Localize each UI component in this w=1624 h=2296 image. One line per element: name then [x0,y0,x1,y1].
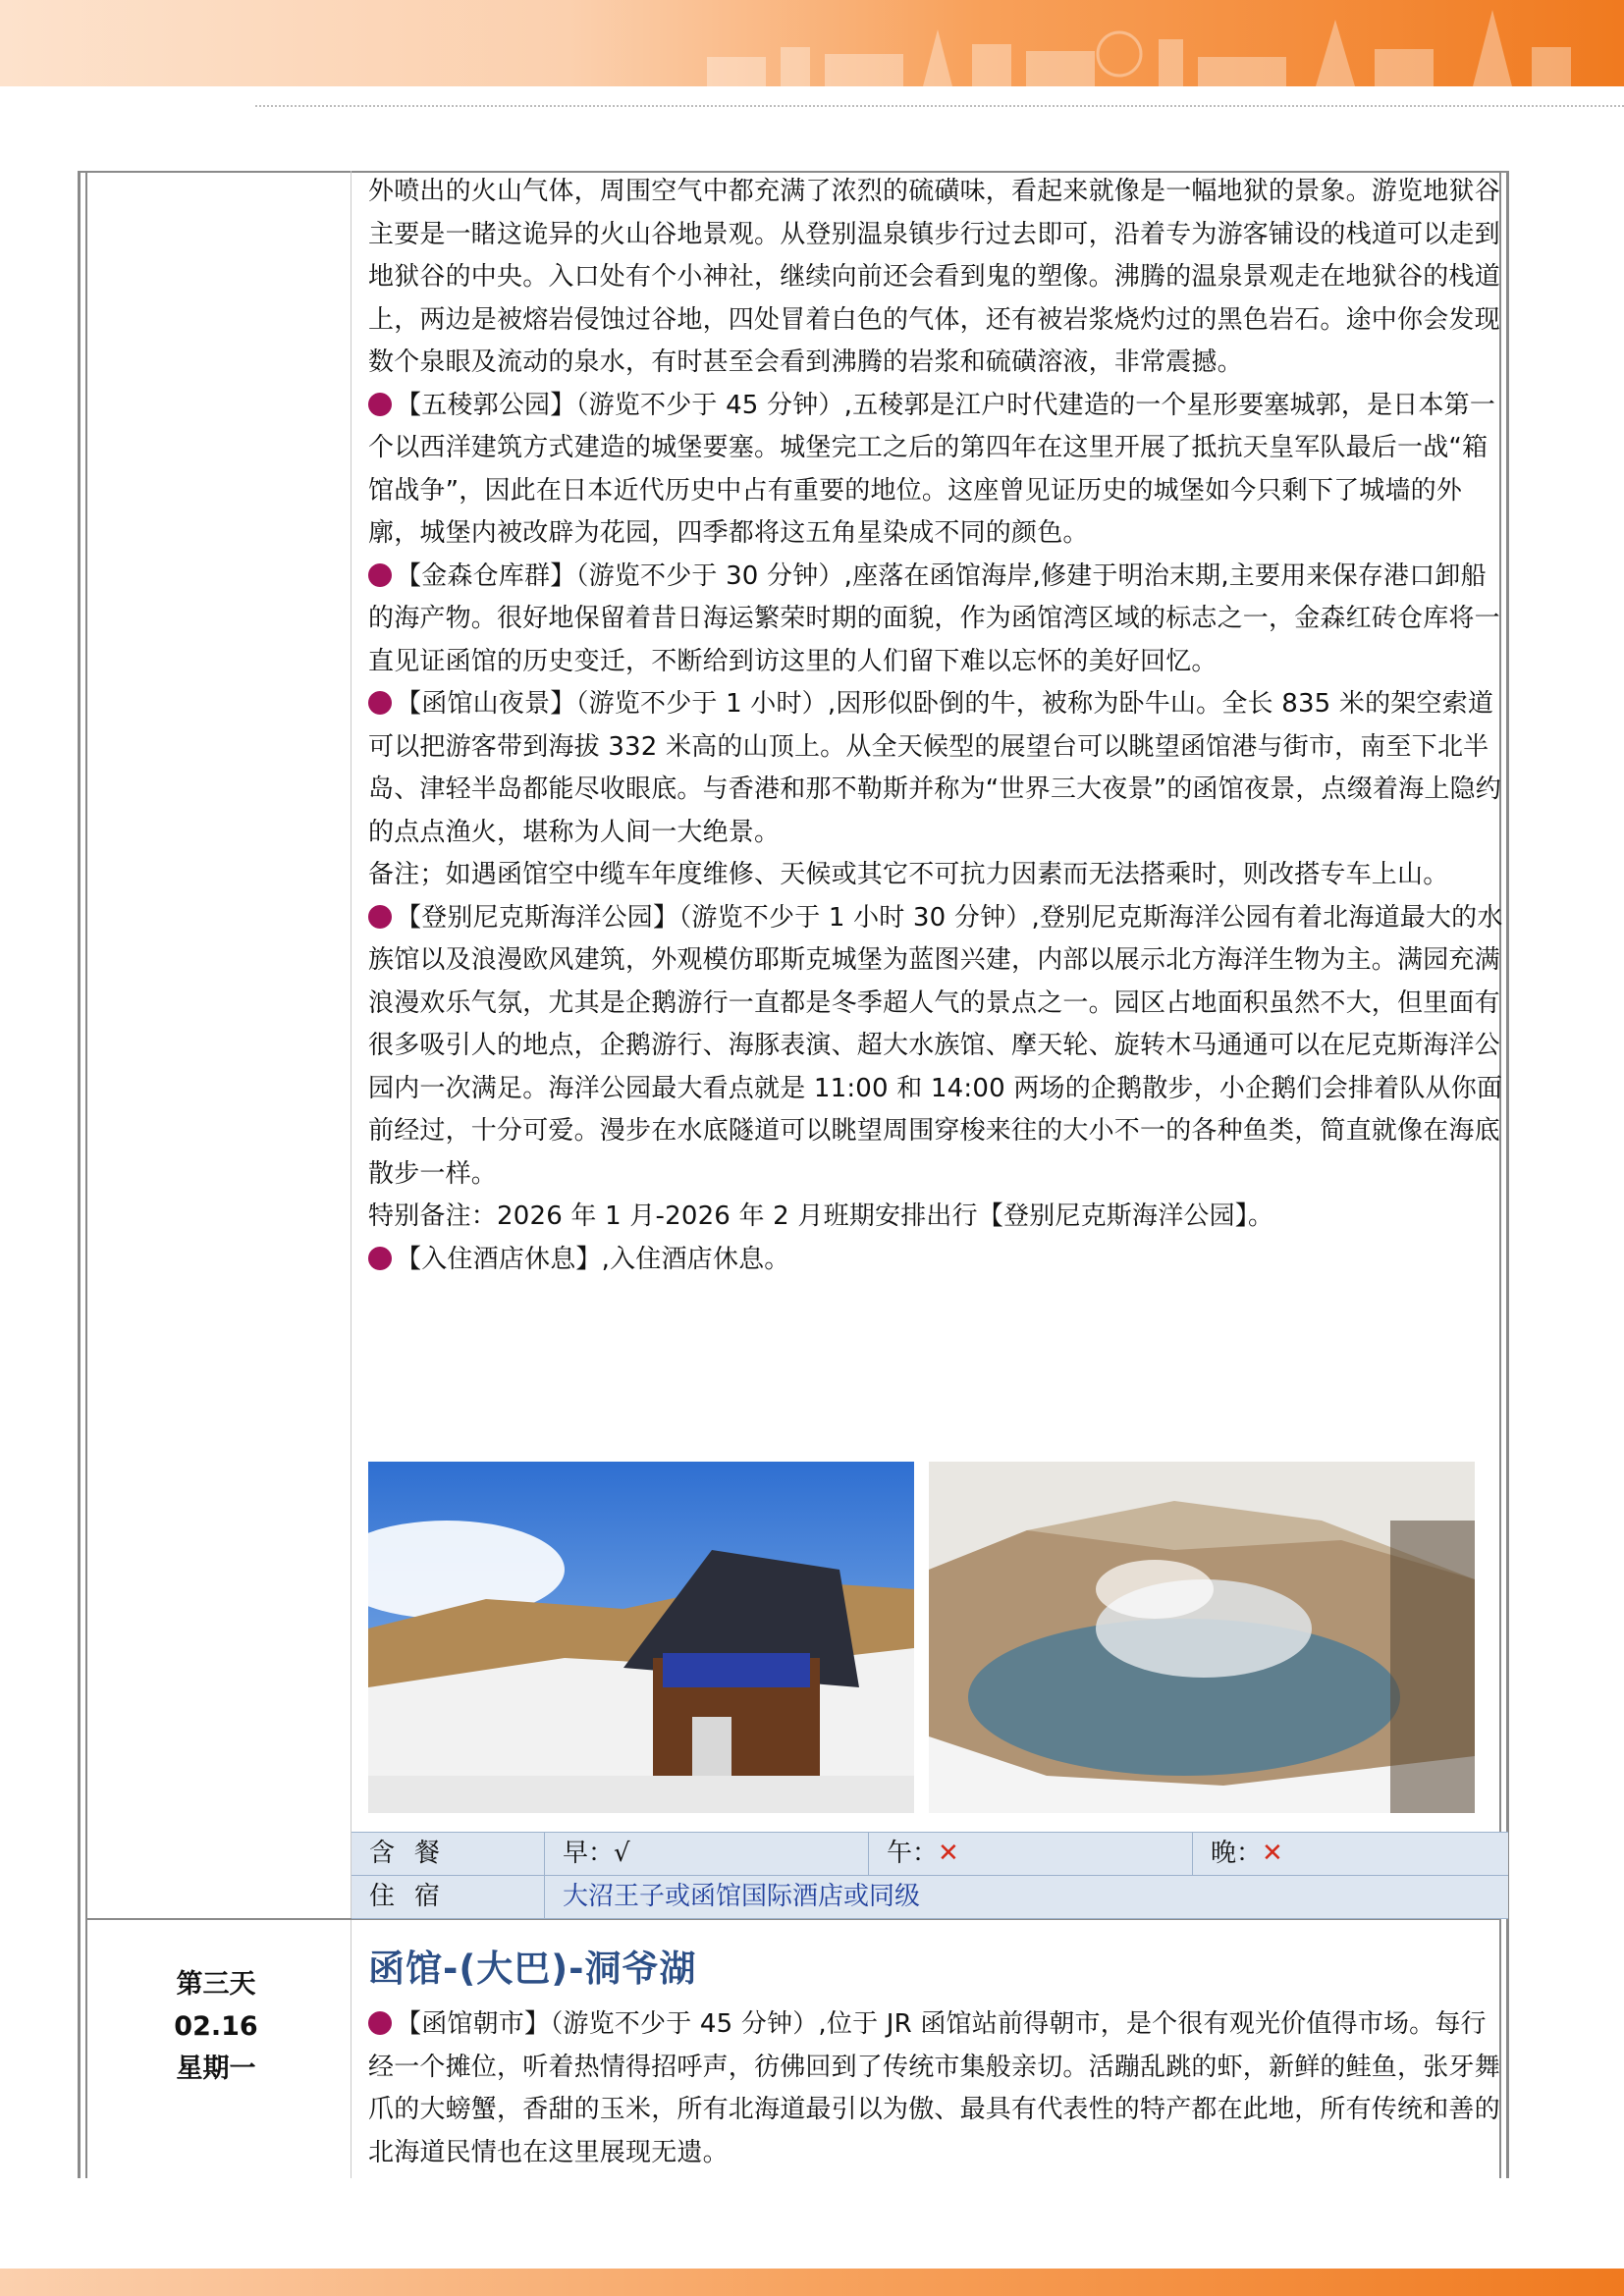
bullet-dot-icon [368,2011,392,2035]
column-divider-day3 [351,1918,352,2178]
table-left-border-inner [85,171,87,2178]
note-paragraph: 备注；如遇函馆空中缆车年度维修、天候或其它不可抗力因素而无法搭乘时，则改搭专车上山。 [368,860,1449,889]
day-date: 02.16 [174,2011,258,2042]
hotel-label: 住宿 [369,1882,460,1911]
day3-label [118,1963,314,2090]
day-number: 第三天 [176,1969,256,2000]
special-note-paragraph: 特别备注：2026 年 1 月-2026 年 2 月班期安排出行【登别尼克斯海洋公园】。 [368,1201,1274,1231]
table-left-border [78,171,81,2178]
shrine-snow-photo [368,1462,914,1813]
bullet-dot-icon [368,563,392,587]
bullet-dot-icon [368,1247,392,1270]
footer-band [0,2269,1624,2296]
dinner-cell: 晚：✕ [1192,1833,1508,1875]
header-divider [255,105,1624,107]
cross-icon: ✕ [1262,1839,1283,1868]
hotel-row [352,1875,1508,1919]
day3-title: 函馆-(大巴)-洞爷湖 [368,1948,697,1990]
paragraph: 【登别尼克斯海洋公园】（游览不少于 1 小时 30 分钟）,登别尼克斯海洋公园有着北海道最大的水族馆以及浪漫欧风建筑，外观模仿耶斯克城堡为蓝图兴建，内部以展示北方海洋生物为主。满园充满浪漫欢乐气氛，尤其是企鹅游行一直都是冬季超人气的景点之一。园区占地面积虽然不大，但里面有很多吸引人的地点，企鹅游行、海豚表演、超大水族馆、摩天轮、旋转木马通通可以在尼克斯海洋公园内一次满足。海洋公园最大看点就是 11:00 和 14:00 两场的企鹅散步，小企鹅们会排着队从你面前经过，十分可爱。漫步在水底隧道可以眺望周围穿梭来往的大小不一的各种鱼类，简直就像在海底散步一样。 [368,902,1503,1189]
paragraph: 【入住酒店休息】,入住酒店休息。 [368,1239,1507,1282]
city-skyline-decoration [687,0,1624,86]
day2-content [368,171,1507,1281]
day-weekday: 星期一 [176,2054,256,2084]
paragraph: 外喷出的火山气体，周围空气中都充满了浓烈的硫磺味，看起来就像是一幅地狱的景象。游览地狱谷主要是一睹这诡异的火山谷地景观。从登别温泉镇步行过去即可，沿着专为游客铺设的栈道可以走到地狱谷的中央。入口处有个小神社，继续向前还会看到鬼的塑像。沸腾的温泉景观走在地狱谷的栈道上，两边是被熔岩侵蚀过谷地，四处冒着白色的气体，还有被岩浆烧灼过的黑色岩石。途中你会发现数个泉眼及流动的泉水，有时甚至会看到沸腾的岩浆和硫磺溶液，非常震撼。 [368,177,1500,377]
breakfast-cell: 早：√ [544,1833,868,1875]
day3-content [368,2003,1507,2174]
meals-label: 含餐 [369,1839,460,1868]
bullet-dot-icon [368,691,392,715]
meals-row [352,1832,1508,1876]
paragraph: 【函馆朝市】（游览不少于 45 分钟）,位于 JR 函馆站前得朝市，是个很有观光价值得市场。每行经一个摊位，听着热情得招呼声，彷佛回到了传统市集般亲切。活蹦乱跳的虾，新鲜的鲑鱼，张牙舞爪的大螃蟹，香甜的玉米，所有北海道最引以为傲、最具有代表性的特产都在此地，所有传统和善的北海道民情也在这里展现无遗。 [368,2009,1500,2167]
hotel-value: 大沼王子或函馆国际酒店或同级 [544,1876,1508,1918]
column-divider [351,171,352,1918]
paragraph: 【金森仓库群】（游览不少于 30 分钟）,座落在函馆海岸,修建于明治末期,主要用来保存港口卸船的海产物。很好地保留着昔日海运繁荣时期的面貌，作为函馆湾区域的标志之一，金森红砖仓库将一直见证函馆的历史变迁，不断给到访这里的人们留下难以忘怀的美好回忆。 [368,561,1500,676]
bullet-dot-icon [368,393,392,416]
paragraph: 【五稜郭公园】（游览不少于 45 分钟）,五稜郭是江户时代建造的一个星形要塞城郭，是日本第一个以西洋建筑方式建造的城堡要塞。城堡完工之后的第四年在这里开展了抵抗天皇军队最后一战“箱馆战争”，因此在日本近代历史中占有重要的地位。这座曾见证历史的城堡如今只剩下了城墙的外廓，城堡内被改辟为花园，四季都将这五角星染成不同的颜色。 [368,390,1496,548]
bullet-dot-icon [368,905,392,929]
jigokudani-pond-photo [929,1462,1475,1813]
paragraph: 【函馆山夜景】（游览不少于 1 小时）,因形似卧倒的牛，被称为卧牛山。全长 835 米的架空索道可以把游客带到海拔 332 米高的山顶上。从全天候型的展望台可以眺望函馆港与街市，南至下北半岛、津轻半岛都能尽收眼底。与香港和那不勒斯并称为“世界三大夜景”的函馆夜景，点缀着海上隐约的点点渔火，堪称为人间一大绝景。 [368,689,1501,847]
lunch-cell: 午：✕ [868,1833,1192,1875]
cross-icon: ✕ [938,1839,959,1868]
